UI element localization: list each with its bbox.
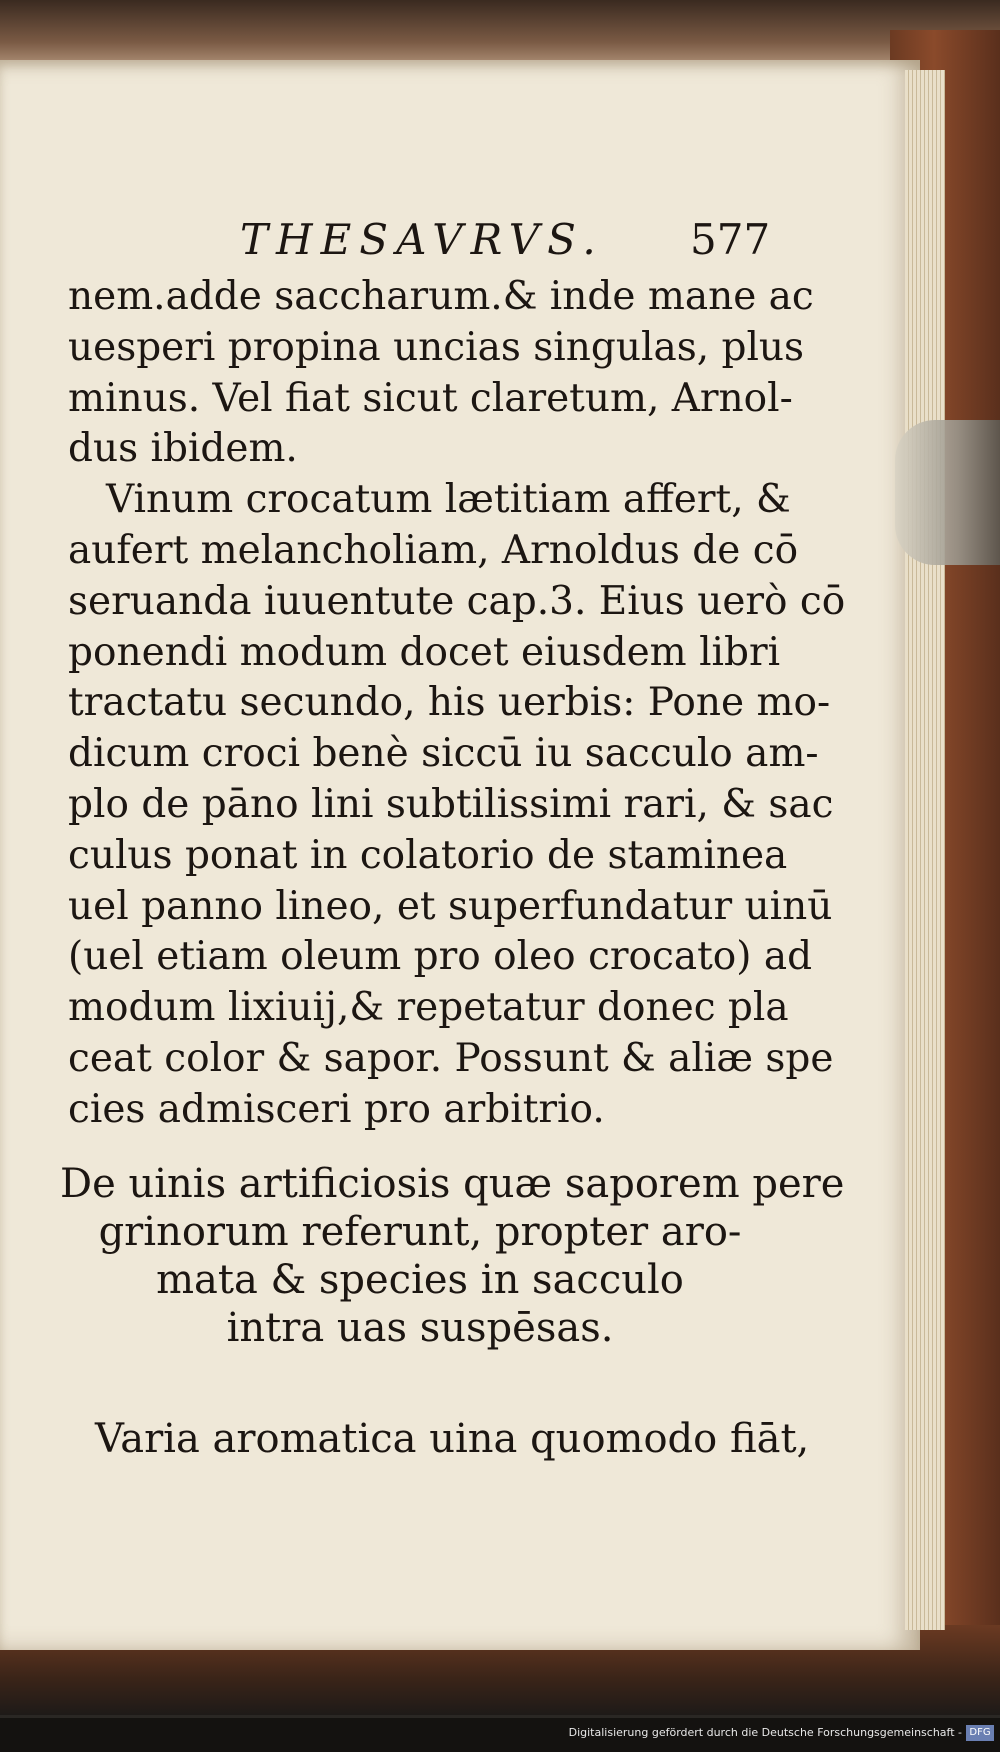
text-line: uesperi propina uncias singulas, plus <box>68 324 805 370</box>
text-line: Vinum crocatum lætitiam affert, & <box>106 477 791 523</box>
text-line: cies admisceri pro arbitrio. <box>68 1086 605 1132</box>
next-paragraph-start: Varia aromatica uina quomodo fiāt, <box>95 1416 810 1462</box>
page-edges <box>905 70 945 1630</box>
running-head: THESAVRVS. <box>240 215 604 264</box>
text-line: plo de pāno lini subtilissimi rari, & sac <box>68 781 834 827</box>
text-line: ceat color & sapor. Possunt & aliæ spe <box>68 1035 834 1081</box>
text-line: modum lixiuij,& repetatur donec pla <box>68 985 789 1031</box>
text-line: nem.adde saccharum.& inde mane ac <box>68 274 814 319</box>
page-header <box>0 215 920 275</box>
page-number: 577 <box>690 215 771 264</box>
funding-credit: Digitalisierung gefördert durch die Deutsche Forschungsgemeinschaft - <box>568 1726 962 1739</box>
text-line: uel panno lineo, et superfundatur uinū <box>68 883 833 929</box>
text-line: minus. Vel fiat sicut claretum, Arnol- <box>68 375 793 421</box>
heading-line: mata & species in sacculo <box>156 1257 684 1303</box>
page-tab-marker <box>895 420 1000 565</box>
text-line: tractatu secundo, his uerbis: Pone mo- <box>68 680 831 726</box>
heading-line: De uinis artificiosis quæ saporem pere <box>60 1161 845 1207</box>
heading-line: intra uas suspēsas. <box>226 1305 614 1351</box>
text-line: aufert melancholiam, Arnoldus de cō <box>68 527 799 573</box>
text-line: dus ibidem. <box>68 426 298 472</box>
text-line: (uel etiam oleum pro oleo crocato) ad <box>68 934 813 980</box>
text-line: dicum croci benè siccū iu sacculo am- <box>68 731 819 777</box>
heading-line: grinorum referunt, propter aro- <box>98 1209 742 1255</box>
text-line: culus ponat in colatorio de staminea <box>68 832 788 878</box>
dfg-logo: DFG <box>966 1725 994 1741</box>
digitization-footer <box>0 1718 1000 1752</box>
text-line: seruanda iuuentute cap.3. Eius uerò cō <box>68 578 846 624</box>
section-heading <box>60 1160 845 1352</box>
book-page <box>0 60 920 1650</box>
body-text <box>68 272 846 1136</box>
text-line: ponendi modum docet eiusdem libri <box>68 629 781 675</box>
